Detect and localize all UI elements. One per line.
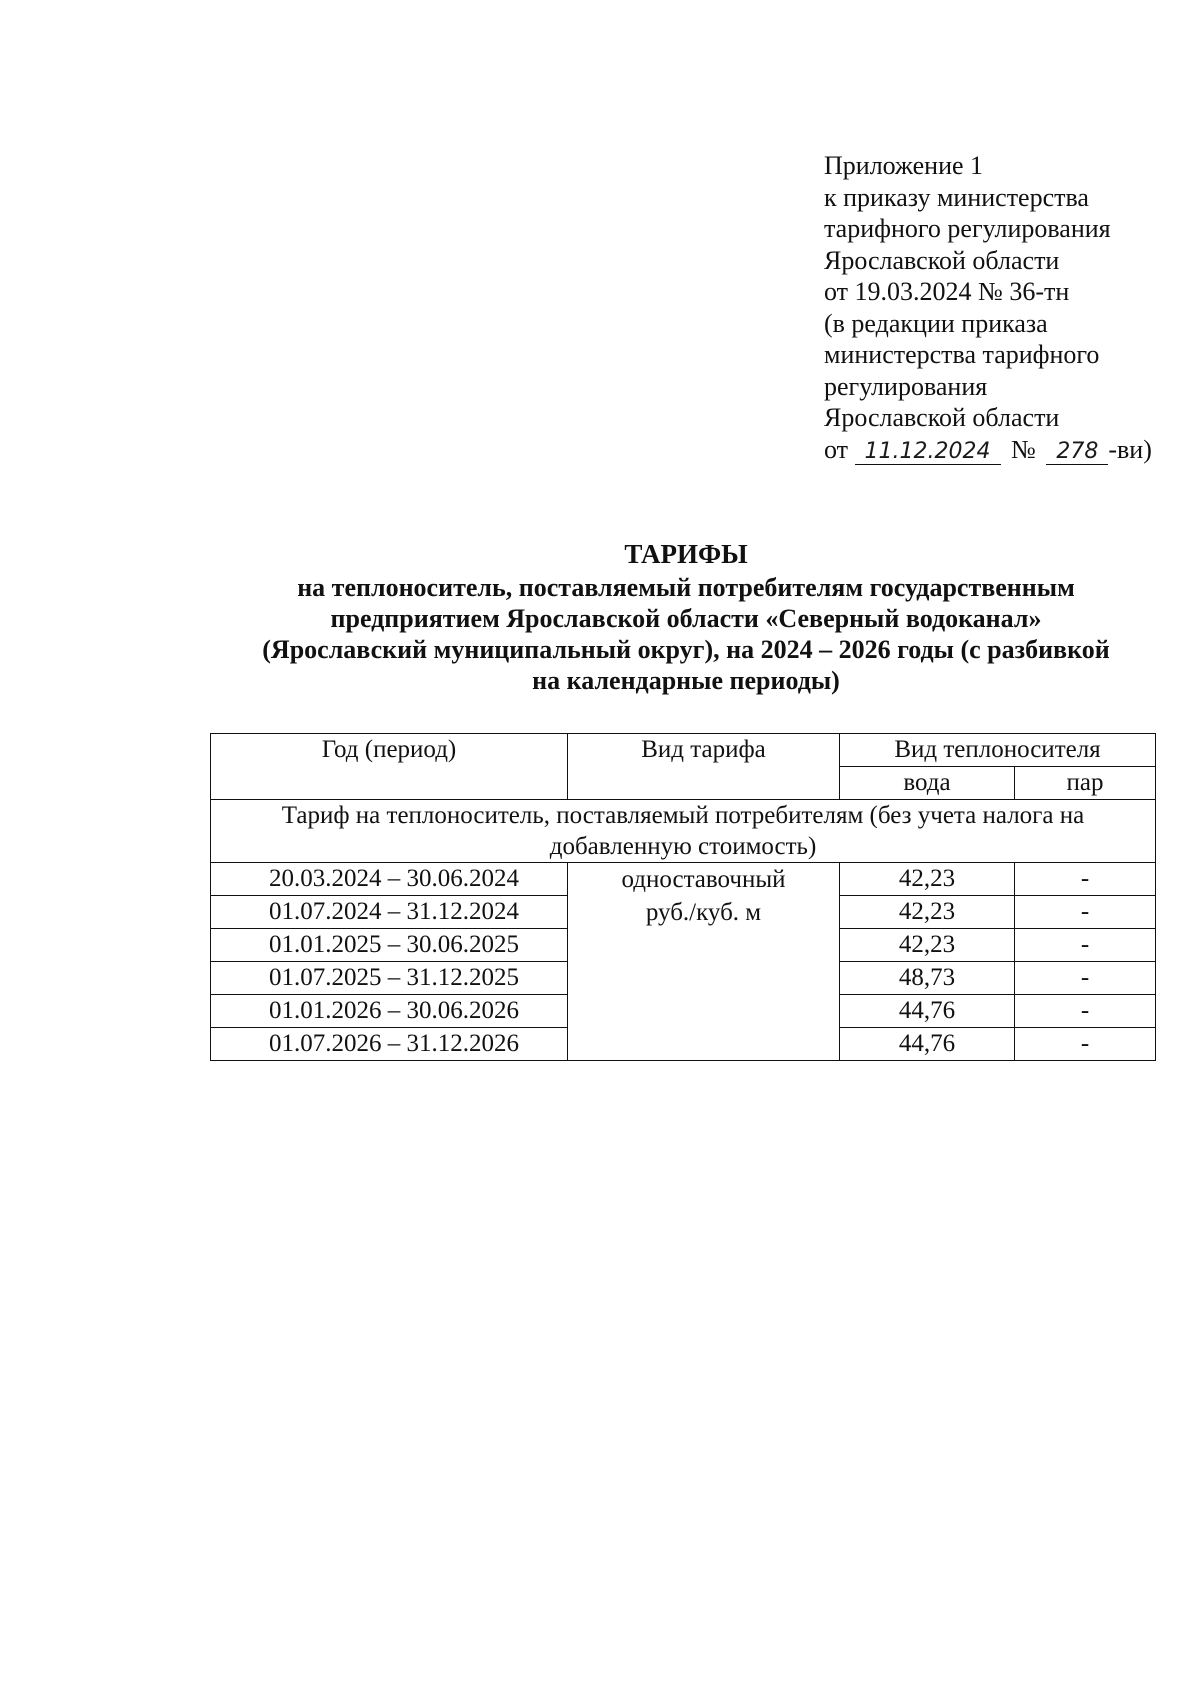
appendix-line: к приказу министерства bbox=[824, 182, 1089, 212]
header-carrier: Вид теплоносителя bbox=[840, 734, 1156, 767]
appendix-line: от 19.03.2024 № 36-тн bbox=[824, 277, 1070, 306]
appendix-line: Ярославской области bbox=[824, 403, 1060, 432]
cell-steam: - bbox=[1015, 962, 1156, 995]
appendix-line: Ярославской области bbox=[824, 245, 1060, 275]
header-period: Год (период) bbox=[211, 734, 568, 800]
cell-period: 01.01.2026 – 30.06.2026 bbox=[211, 995, 568, 1028]
header-water: вода bbox=[840, 767, 1015, 800]
handwritten-date: 11.12.2024 bbox=[855, 440, 1001, 465]
title-line: на теплоноситель, поставляемый потребителям государственным bbox=[297, 573, 1075, 602]
cell-period: 01.07.2026 – 31.12.2026 bbox=[211, 1028, 568, 1061]
cell-steam: - bbox=[1015, 995, 1156, 1028]
cell-water: 44,76 bbox=[840, 1028, 1015, 1061]
section-label: Тариф на теплоноситель, поставляемый потребителям (без учета налога на добавленную стоимость) bbox=[211, 800, 1156, 863]
appendix-block bbox=[824, 150, 1164, 465]
tariff-table bbox=[210, 733, 1156, 1061]
cell-tariff-type bbox=[568, 863, 840, 1061]
appendix-line: Приложение 1 bbox=[824, 151, 984, 180]
tariff-type-name: одноставочный bbox=[621, 866, 786, 893]
title-main: ТАРИФЫ bbox=[624, 539, 748, 569]
appendix-amendment-line bbox=[824, 434, 1164, 466]
title-line: на календарные периоды) bbox=[532, 666, 840, 695]
appendix-line: министерства тарифного bbox=[824, 340, 1100, 369]
appendix-suffix: -ви) bbox=[1108, 434, 1152, 464]
cell-period: 20.03.2024 – 30.06.2024 bbox=[211, 863, 568, 896]
header-steam: пар bbox=[1015, 767, 1156, 800]
table-row bbox=[211, 863, 1156, 896]
cell-water: 42,23 bbox=[840, 896, 1015, 929]
cell-period: 01.01.2025 – 30.06.2025 bbox=[211, 929, 568, 962]
cell-water: 44,76 bbox=[840, 995, 1015, 1028]
appendix-line: тарифного регулирования bbox=[824, 214, 1111, 243]
title-line: (Ярославский муниципальный округ), на 2024 – 2026 годы (с разбивкой bbox=[262, 635, 1110, 664]
cell-water: 42,23 bbox=[840, 929, 1015, 962]
header-tariff-type: Вид тарифа bbox=[568, 734, 840, 800]
table-header-row bbox=[211, 734, 1156, 767]
cell-steam: - bbox=[1015, 929, 1156, 962]
appendix-line: регулирования bbox=[824, 371, 988, 401]
cell-period: 01.07.2025 – 31.12.2025 bbox=[211, 962, 568, 995]
cell-steam: - bbox=[1015, 1028, 1156, 1061]
number-sign: № bbox=[1011, 434, 1036, 464]
appendix-line: (в редакции приказа bbox=[824, 308, 1048, 338]
cell-water: 48,73 bbox=[840, 962, 1015, 995]
handwritten-number: 278 bbox=[1046, 440, 1108, 465]
cell-water: 42,23 bbox=[840, 863, 1015, 896]
document-title bbox=[200, 539, 1172, 696]
cell-period: 01.07.2024 – 31.12.2024 bbox=[211, 896, 568, 929]
cell-steam: - bbox=[1015, 863, 1156, 896]
table-section-row bbox=[211, 800, 1156, 863]
cell-steam: - bbox=[1015, 896, 1156, 929]
appendix-prefix: от bbox=[824, 434, 849, 464]
title-line: предприятием Ярославской области «Северный водоканал» bbox=[330, 604, 1042, 633]
tariff-type-unit: руб./куб. м bbox=[645, 899, 762, 926]
